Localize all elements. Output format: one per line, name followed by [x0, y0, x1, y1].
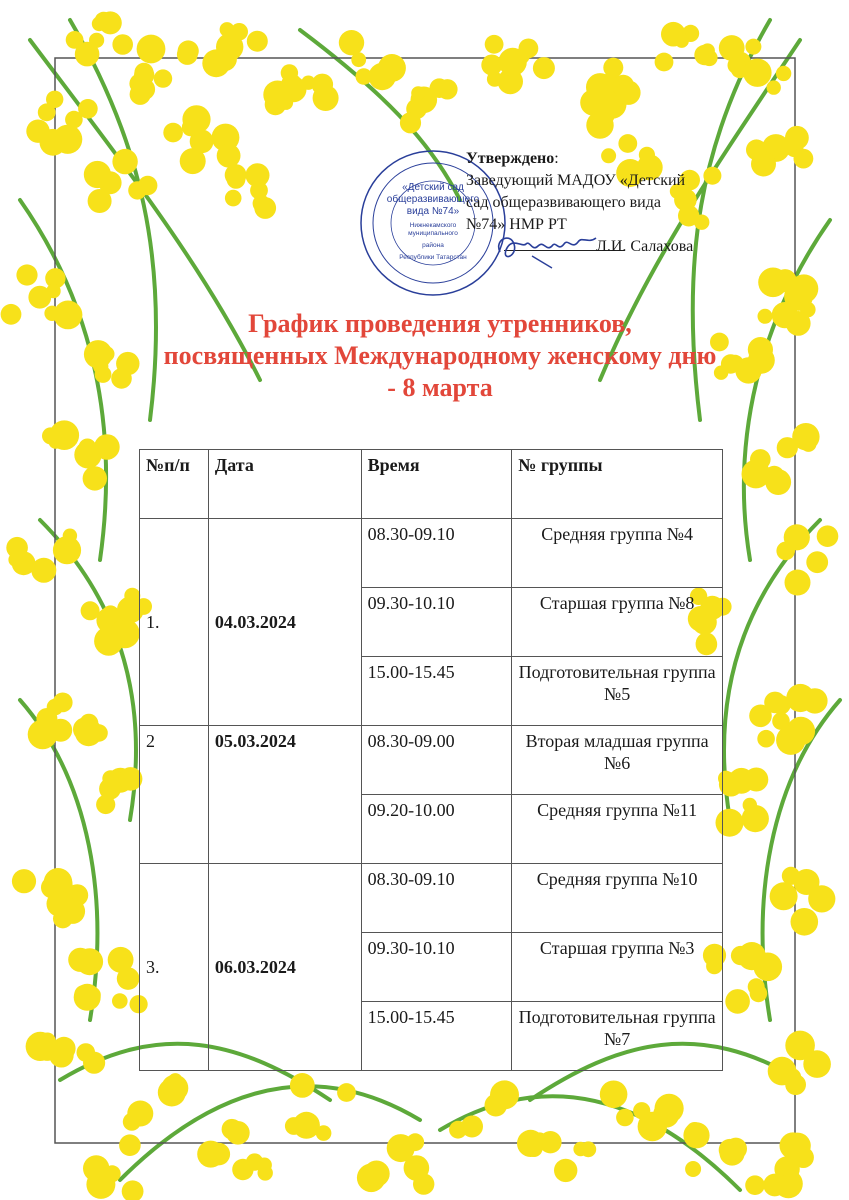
cell-group: Средняя группа №10: [512, 864, 723, 933]
mimosa-flower: [74, 441, 101, 468]
cell-group: Подготовительная группа №7: [512, 1002, 723, 1071]
mimosa-flower: [728, 56, 746, 74]
cell-time: 08.30-09.10: [361, 864, 512, 933]
mimosa-flower: [776, 726, 805, 755]
header-cell-group: № группы: [512, 450, 723, 519]
cell-date: 06.03.2024: [208, 864, 361, 1071]
mimosa-flower: [81, 601, 100, 620]
mimosa-flower: [122, 1180, 144, 1200]
mimosa-flower: [719, 1139, 741, 1161]
mimosa-flower: [351, 52, 366, 67]
mimosa-flower: [785, 570, 811, 596]
mimosa-flower: [217, 144, 241, 168]
mimosa-flower: [345, 32, 359, 46]
mimosa-flower: [411, 86, 425, 100]
mimosa-flower: [54, 301, 83, 330]
mimosa-flower: [137, 35, 166, 64]
mimosa-flower: [603, 58, 623, 78]
mimosa-flower: [770, 882, 798, 910]
mimosa-flower: [28, 286, 51, 309]
table-row: [140, 726, 723, 795]
title-line-2: посвященных Международному женскому дню: [163, 341, 717, 370]
header-cell-number: №п/п: [140, 450, 209, 519]
mimosa-flower: [74, 984, 101, 1011]
mimosa-flower: [78, 99, 98, 119]
cell-group: Средняя группа №4: [512, 519, 723, 588]
cell-time: 09.30-10.10: [361, 588, 512, 657]
mimosa-flower: [655, 1094, 684, 1123]
mimosa-flower: [197, 1141, 224, 1168]
mimosa-flower: [808, 885, 835, 912]
cell-group: Старшая группа №8: [512, 588, 723, 657]
mimosa-flower: [790, 274, 819, 303]
mimosa-flower: [76, 948, 103, 975]
mimosa-flower: [400, 112, 421, 133]
cell-group: Вторая младшая группа №6: [512, 726, 723, 795]
mimosa-flower: [337, 1083, 356, 1102]
mimosa-flower: [247, 31, 268, 52]
cell-time: 09.20-10.00: [361, 795, 512, 864]
mimosa-flower: [119, 1134, 141, 1156]
mimosa-flower: [586, 111, 613, 138]
cell-date: 05.03.2024: [208, 726, 361, 864]
cell-time: 08.30-09.00: [361, 726, 512, 795]
stamp-name-2: общеразвивающего: [386, 194, 480, 205]
cell-time: 15.00-15.45: [361, 1002, 512, 1071]
signer-name: Л.И. Салахова: [596, 238, 694, 255]
mimosa-flower: [94, 627, 123, 656]
mimosa-flower: [177, 44, 198, 65]
mimosa-flower: [134, 65, 154, 85]
mimosa-flower: [743, 58, 771, 86]
mimosa-flower: [12, 869, 36, 893]
mimosa-leaf: [20, 200, 106, 560]
mimosa-flower: [31, 558, 56, 583]
mimosa-flower: [180, 148, 206, 174]
mimosa-flower: [112, 993, 128, 1009]
cell-time: 08.30-09.10: [361, 519, 512, 588]
mimosa-flower: [16, 264, 37, 285]
mimosa-flower: [92, 16, 107, 31]
mimosa-flower: [161, 1075, 188, 1102]
stamp-sub-3: Республики Татарстан: [399, 254, 467, 261]
mimosa-flower: [225, 190, 242, 207]
mimosa-flower: [293, 1112, 320, 1139]
mimosa-flower: [485, 1094, 508, 1117]
mimosa-flower: [531, 1132, 548, 1149]
title-line-3: - 8 марта: [387, 373, 493, 402]
page-title: [110, 308, 770, 404]
mimosa-flower: [47, 699, 64, 716]
mimosa-flower: [742, 805, 769, 832]
schedule-table: [139, 449, 723, 1071]
header-cell-date: Дата: [208, 450, 361, 519]
mimosa-flower: [719, 35, 745, 61]
mimosa-flower: [257, 1158, 272, 1173]
mimosa-flower: [616, 1109, 634, 1127]
mimosa-flower: [685, 1161, 701, 1177]
mimosa-flower: [49, 1043, 74, 1068]
mimosa-flower: [108, 947, 134, 973]
cell-group: Старшая группа №3: [512, 933, 723, 1002]
mimosa-flower: [694, 45, 714, 65]
cell-number: 3.: [140, 864, 209, 1071]
mimosa-flower: [42, 427, 59, 444]
mimosa-flower: [754, 154, 770, 170]
mimosa-flower: [202, 49, 230, 77]
mimosa-flower: [776, 66, 791, 81]
mimosa-flower: [127, 1101, 153, 1127]
mimosa-flower: [683, 1122, 709, 1148]
mimosa-flower: [616, 81, 640, 105]
mimosa-flower: [77, 1043, 96, 1062]
mimosa-flower: [112, 34, 133, 55]
stamp-name-1: «Детский сад: [402, 182, 464, 193]
mimosa-flower: [786, 311, 811, 336]
mimosa-flower: [404, 1155, 430, 1181]
mimosa-flower: [226, 1121, 250, 1145]
mimosa-flower: [661, 22, 686, 47]
stamp-name-3: вида №74»: [406, 206, 460, 217]
approval-label-suffix: :: [554, 150, 559, 167]
mimosa-flower: [66, 31, 84, 49]
cell-number: 2: [140, 726, 209, 864]
mimosa-flower: [102, 770, 119, 787]
mimosa-flower: [655, 53, 674, 72]
mimosa-flower: [725, 989, 750, 1014]
mimosa-flower: [782, 867, 800, 885]
mimosa-flower: [580, 1141, 596, 1157]
header-cell-time: Время: [361, 450, 512, 519]
cell-date: 04.03.2024: [208, 519, 361, 726]
approval-line-3: №74» НМР РТ: [466, 216, 567, 233]
mimosa-flower: [227, 170, 246, 189]
mimosa-flower: [767, 80, 781, 94]
cell-time: 09.30-10.10: [361, 933, 512, 1002]
mimosa-flower: [803, 1050, 831, 1078]
mimosa-flower: [263, 81, 291, 109]
mimosa-flower: [60, 899, 85, 924]
cell-group: Подготовительная группа №5: [512, 657, 723, 726]
mimosa-flower: [246, 163, 270, 187]
mimosa-flower: [784, 524, 810, 550]
mimosa-flower: [182, 119, 200, 137]
table-row: [140, 864, 723, 933]
title-line-1: График проведения утренников,: [248, 309, 632, 338]
approval-line-1: Заведующий МАДОУ «Детский: [466, 172, 686, 189]
mimosa-flower: [745, 1175, 765, 1195]
mimosa-flower: [748, 978, 765, 995]
mimosa-flower: [96, 795, 115, 814]
mimosa-flower: [449, 1121, 467, 1139]
mimosa-flower: [369, 63, 396, 90]
mimosa-flower: [8, 553, 22, 567]
cell-time: 15.00-15.45: [361, 657, 512, 726]
mimosa-flower: [780, 1174, 797, 1191]
cell-group: Средняя группа №11: [512, 795, 723, 864]
mimosa-flower: [163, 123, 183, 143]
mimosa-flower: [83, 1155, 109, 1181]
mimosa-flower: [290, 1073, 315, 1098]
mimosa-flower: [437, 79, 457, 99]
mimosa-flower: [586, 73, 614, 101]
mimosa-flower: [138, 176, 157, 195]
mimosa-flower: [1, 304, 22, 325]
mimosa-flower: [817, 525, 839, 547]
mimosa-flower: [46, 91, 63, 108]
table-row: [140, 519, 723, 588]
mimosa-flower: [73, 718, 97, 742]
mimosa-flower: [750, 449, 771, 470]
mimosa-flower: [112, 149, 137, 174]
mimosa-flower: [757, 730, 775, 748]
mimosa-flower: [765, 469, 791, 495]
mimosa-flower: [738, 942, 766, 970]
cell-number: 1.: [140, 519, 209, 726]
mimosa-flower: [26, 120, 49, 143]
mimosa-flower: [316, 1125, 332, 1141]
mimosa-flower: [533, 57, 555, 79]
mimosa-flower: [102, 605, 120, 623]
stamp-sub-2: района: [422, 242, 444, 249]
mimosa-flower: [791, 908, 819, 936]
mimosa-flower: [782, 1135, 806, 1159]
handwritten-signature: [492, 222, 602, 272]
mimosa-flower: [600, 1081, 628, 1109]
mimosa-flower: [232, 1159, 253, 1180]
mimosa-flower: [312, 74, 334, 96]
mimosa-flower: [554, 1159, 577, 1182]
approval-label: Утверждено: [466, 150, 555, 167]
mimosa-flower: [764, 692, 786, 714]
table-header-row: [140, 450, 723, 519]
mimosa-flower: [83, 466, 107, 490]
mimosa-flower: [785, 1074, 806, 1095]
approval-line-2: сад общеразвивающего вида: [466, 194, 661, 211]
mimosa-flower: [363, 1161, 389, 1187]
mimosa-flower: [154, 69, 172, 87]
mimosa-flower: [801, 436, 817, 452]
mimosa-flower: [514, 48, 530, 64]
mimosa-flower: [745, 39, 761, 55]
mimosa-flower: [806, 551, 828, 573]
mimosa-flower: [759, 273, 781, 295]
mimosa-flower: [53, 536, 81, 564]
mimosa-flower: [485, 35, 504, 54]
mimosa-flower: [254, 197, 276, 219]
stamp-sub-1: Нижнекамского муниципального: [408, 222, 458, 237]
mimosa-flower: [84, 161, 111, 188]
mimosa-flower: [786, 684, 814, 712]
